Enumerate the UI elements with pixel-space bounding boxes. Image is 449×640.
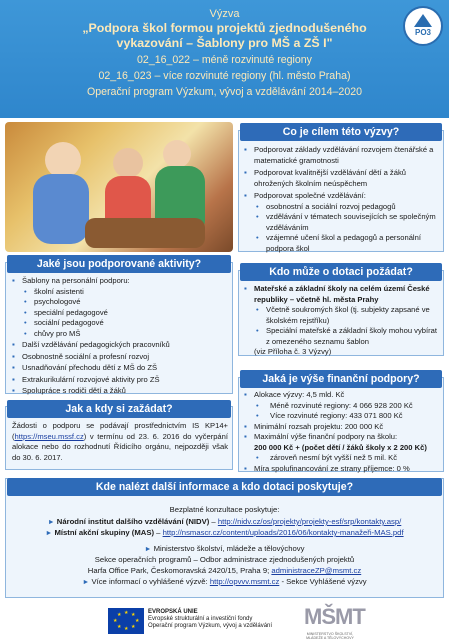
list-item: ▪ Šablony na personální podporu: bbox=[12, 276, 230, 287]
msmt-subtext: MINISTERSTVO ŠKOLSTVÍ, MLÁDEŽE A TĚLOVÝCHOVY bbox=[306, 632, 354, 640]
list-item: • vzdělávání v tématech souvisejících se společným vzděláváním bbox=[244, 212, 442, 233]
eu-flag-icon: ★ ★ ★ ★ ★ ★ ★ ★ bbox=[108, 608, 144, 634]
opvvv-link[interactable]: http://opvvv.msmt.cz bbox=[209, 577, 280, 586]
list-item: 200 000 Kč + (počet dětí / žáků školy x 2 200 Kč) bbox=[254, 442, 427, 452]
apply-text-a: Žádosti o podporu se podávají prostřednictvím IS KP14+ ( bbox=[12, 421, 228, 441]
apply-text-c: v termínu od 23. 6. 2016 do vyčerpání alokace nebo do rozhodnutí Řídicího orgánu, nejpozději však do 30. 6. 2017. bbox=[12, 431, 228, 462]
list-item: • Méně rozvinuté regiony: 4 066 928 200 Kč bbox=[244, 401, 442, 412]
arrow-icon: ► bbox=[47, 519, 55, 526]
apply-text-b: ) bbox=[83, 431, 87, 441]
who-heading: Kdo může o dotaci požádat? bbox=[240, 263, 442, 281]
list-item: • Více rozvinuté regiony: 433 071 800 Kč bbox=[244, 411, 442, 422]
list-item: ▪ Alokace výzvy: 4,5 mld. Kč bbox=[244, 390, 442, 401]
logo-text: PO3 bbox=[414, 28, 431, 37]
finance-heading: Jaká je výše finanční podpory? bbox=[240, 370, 442, 388]
info-box bbox=[5, 478, 444, 598]
ministry-name: Ministerstvo školství, mládeže a tělovýchovy bbox=[153, 544, 305, 553]
mas-link[interactable]: http://nsmascr.cz/content/uploads/2016/06/kontakty-manažeři-MAS.pdf bbox=[162, 528, 404, 537]
list-item: ▪ Mateřské a základní školy na celém území České republiky – včetně hl. města Prahy bbox=[244, 284, 442, 305]
consult-label: Bezplatné konzultace poskytuje: bbox=[169, 505, 280, 514]
list-item: • školní asistenti bbox=[12, 287, 230, 298]
list-item: (viz Příloha č. 3 Výzvy) bbox=[254, 347, 332, 356]
call-label: Výzva bbox=[209, 8, 240, 20]
arrow-icon: ► bbox=[82, 579, 90, 586]
list-item: ▪ Maximální výše finanční podpory na školu: bbox=[244, 432, 442, 443]
list-item: ▪ Podporovat kvalitnější vzdělávání dětí a žáků ohrožených školním neúspěchem bbox=[244, 168, 442, 189]
apply-heading: Jak a kdy si zažádat? bbox=[7, 400, 231, 418]
more-info-post: - Sekce Vyhlášené výzvy bbox=[279, 577, 367, 586]
list-item: ▪ Usnadňování přechodu dětí z MŠ do ZŠ bbox=[12, 363, 230, 374]
msmt-logo-text: MŠMT bbox=[304, 604, 365, 629]
ministry-row bbox=[6, 544, 443, 555]
nidv-label: Národní institut dalšího vzdělávání (NIDV) bbox=[56, 517, 210, 526]
arrow-icon: ► bbox=[144, 546, 152, 553]
po3-logo bbox=[403, 6, 443, 46]
email-link[interactable]: administraceZP@msmt.cz bbox=[271, 566, 362, 575]
list-item: • speciální pedagogové bbox=[12, 308, 230, 319]
title-line-2: vykazování – Šablony pro MŠ a ZŠ I" bbox=[116, 36, 333, 50]
list-item: ▪ Osobnostně sociální a profesní rozvoj bbox=[12, 352, 230, 363]
list-item: • sociální pedagogové bbox=[12, 318, 230, 329]
goal-heading: Co je cílem této výzvy? bbox=[240, 123, 442, 141]
mseu-link[interactable]: https://mseu.mssf.cz bbox=[14, 431, 84, 441]
header-banner bbox=[0, 0, 449, 118]
list-item: ▪ Spolupráce s rodiči dětí a žáků bbox=[12, 386, 230, 397]
programme-line: Operační program Výzkum, vývoj a vzdělávání 2014–2020 bbox=[87, 86, 362, 98]
nidv-row: ► Národní institut dalšího vzdělávání (NIDV) – http://nidv.cz/os/projekty/projekty-esf/srp/kontakty.asp/ bbox=[47, 517, 402, 526]
finance-list bbox=[244, 390, 442, 474]
list-item: ▪ Podporovat základy vzdělávání rozvojem čtenářské a matematické gramotnosti bbox=[244, 145, 442, 166]
list-item: ▪ Míra spolufinancování ze strany příjemce: 0 % bbox=[244, 464, 442, 475]
title-line-1: „Podpora škol formou projektů zjednodušeného bbox=[82, 21, 367, 35]
list-item: ▪ Minimální rozsah projektu: 200 000 Kč bbox=[244, 422, 442, 433]
dept-row: Sekce operačních programů – Odbor administrace zjednodušených projektů bbox=[94, 555, 355, 564]
address-row bbox=[6, 566, 443, 576]
arrow-icon: ► bbox=[45, 530, 53, 537]
list-item: • psychologové bbox=[12, 297, 230, 308]
who-list bbox=[244, 284, 442, 358]
mas-label: Místní akční skupiny (MAS) bbox=[54, 528, 155, 537]
eu-line-1: EVROPSKÁ UNIE bbox=[148, 609, 198, 615]
call-line-2: 02_16_023 – více rozvinuté regiony (hl. město Praha) bbox=[98, 70, 351, 82]
list-item: ▪ Extrakurikulární rozvojové aktivity pro ZŠ bbox=[12, 375, 230, 386]
list-item: • Speciální mateřské a základní školy mohou vybírat z omezeného seznamu šablon bbox=[244, 326, 442, 347]
list-item: ▪ Podporovat společné vzdělávání: bbox=[244, 191, 442, 202]
children-photo bbox=[5, 122, 233, 252]
list-item: • chůvy pro MŠ bbox=[12, 329, 230, 340]
eu-line-2: Evropské strukturální a investiční fondy bbox=[148, 616, 253, 623]
goal-list bbox=[244, 145, 442, 254]
more-info-row bbox=[6, 577, 443, 588]
nidv-link[interactable]: http://nidv.cz/os/projekty/projekty-esf/srp/kontakty.asp/ bbox=[217, 517, 402, 526]
list-item: • Včetně soukromých škol (tj. subjekty zapsané ve školském rejstříku) bbox=[244, 305, 442, 326]
apply-text bbox=[12, 421, 228, 463]
list-item: • zároveň nesmí být vyšší než 5 mil. Kč bbox=[244, 453, 442, 464]
eu-line-3: Operační program Výzkum, vývoj a vzdělávání bbox=[148, 623, 273, 630]
address: Harfa Office Park, Českomoravská 2420/15, Praha 9; bbox=[87, 566, 272, 575]
call-line-1: 02_16_022 – méně rozvinuté regiony bbox=[137, 54, 312, 66]
call-title bbox=[44, 21, 405, 51]
list-item: • vzájemné učení škol a pedagogů a personální podpora škol bbox=[244, 233, 442, 254]
eu-text bbox=[148, 609, 272, 631]
info-heading: Kde nalézt další informace a kdo dotaci poskytuje? bbox=[7, 478, 442, 496]
mas-row: ► Místní akční skupiny (MAS) – http://nsmascr.cz/content/uploads/2016/06/kontakty-manažeři-MAS.pdf bbox=[45, 528, 404, 537]
more-info-label: Více informací o vyhlášené výzvě: bbox=[91, 577, 210, 586]
activities-heading: Jaké jsou podporované aktivity? bbox=[7, 255, 231, 273]
list-item: • osobnostní a sociální rozvoj pedagogů bbox=[244, 202, 442, 213]
msmt-logo bbox=[300, 604, 365, 640]
activities-list bbox=[12, 276, 230, 397]
list-item: ▪ Další vzdělávání pedagogických pracovníků bbox=[12, 340, 230, 351]
